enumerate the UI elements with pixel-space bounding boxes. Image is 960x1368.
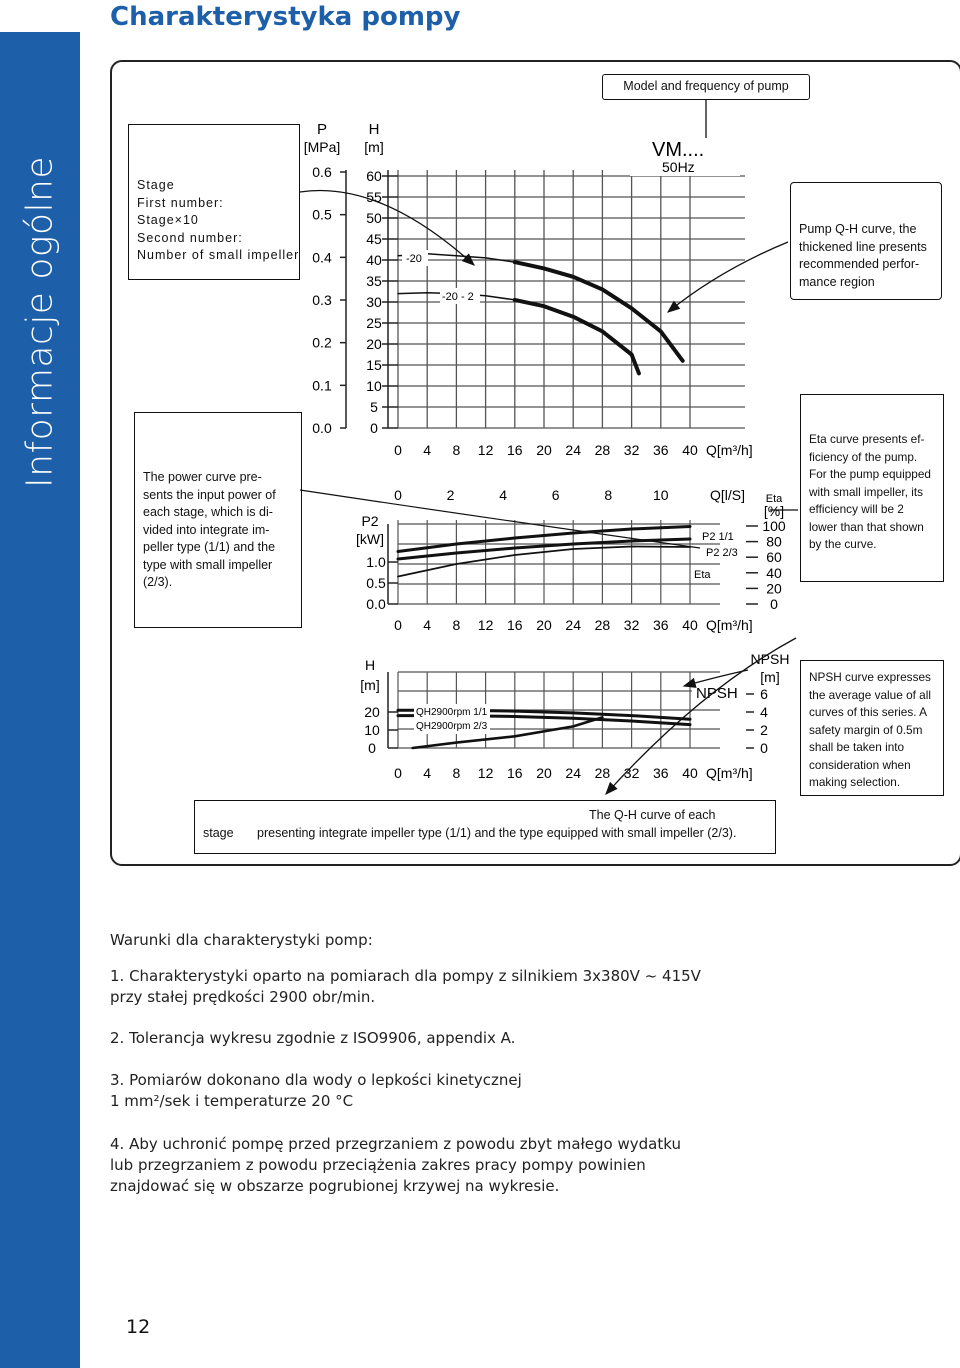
p2-axis-unit: [kW] — [356, 531, 384, 547]
npsh-tick-label: 0 — [760, 740, 768, 756]
eta-box-line: by the curve. — [809, 537, 877, 551]
power-box-line: vided into integrate im- — [143, 522, 270, 537]
bottom-box-stage-word: stage — [203, 825, 234, 840]
q-tick-label: 36 — [653, 442, 669, 458]
pump-frequency: 50Hz — [662, 159, 695, 175]
npsh-axis-label: NPSH — [750, 651, 790, 667]
p-tick-label: 0.6 — [312, 164, 332, 180]
npsh-h-tick-label: 0 — [368, 740, 376, 756]
npsh-box-line: the average value of all — [809, 687, 931, 702]
power-box-line: type with small impeller — [143, 557, 273, 572]
condition-1a: 1. Charakterystyki oparto na pomiarach dla pompy z silnikiem 3x380V ~ 415V — [110, 967, 701, 985]
eta-box-line: lower than that shown — [809, 519, 924, 534]
q-tick-label: 20 — [536, 765, 552, 781]
qls-tick-label: 4 — [499, 487, 508, 503]
npsh-axis-unit: [m] — [760, 669, 780, 685]
q-axis-label: Q[m³/h] — [706, 442, 753, 458]
q-tick-label: 36 — [653, 617, 669, 633]
stage-box-line: Number of small impeller — [137, 248, 300, 262]
npsh-tick-label: 2 — [760, 722, 768, 738]
qh-series-label: -20 — [406, 253, 422, 265]
q-tick-label: 40 — [682, 765, 698, 781]
q-tick-label: 4 — [423, 442, 432, 458]
npsh-tick-label: 4 — [760, 704, 768, 720]
npsh-box-line: NPSH curve expresses — [809, 670, 931, 684]
npsh-h-axis-unit: [m] — [360, 677, 380, 693]
q-tick-label: 28 — [594, 442, 611, 458]
qls-tick-label: 6 — [551, 487, 560, 503]
q-tick-label: 20 — [536, 442, 552, 458]
power-box-line: (2/3). — [143, 575, 173, 589]
p2-tick-label: 1.0 — [366, 554, 386, 570]
q-axis-label: Q[m³/h] — [706, 765, 753, 781]
qh-curve-recommended — [515, 300, 639, 374]
qh-box-line: thickened line presents — [799, 239, 927, 254]
eta-axis-label: Eta — [765, 493, 783, 505]
q-tick-label: 36 — [653, 765, 669, 781]
h-tick-label: 5 — [370, 399, 378, 415]
q-tick-label: 8 — [452, 617, 461, 633]
h-axis-unit: [m] — [364, 139, 384, 155]
p-axis-label: P — [316, 121, 328, 138]
h-tick-label: 50 — [366, 210, 382, 226]
p2-series-label: Eta — [694, 569, 711, 581]
qh-box-line: Pump Q-H curve, the — [799, 222, 917, 236]
q-tick-label: 4 — [423, 765, 432, 781]
q-tick-label: 12 — [477, 617, 494, 633]
p2-series-label: P2 1/1 — [702, 531, 734, 543]
qh-curve-recommended — [515, 262, 683, 361]
q-axis-label: Q[m³/h] — [706, 617, 753, 633]
q-tick-label: 32 — [623, 617, 640, 633]
h-tick-label: 35 — [366, 273, 382, 289]
p-tick-label: 0.0 — [312, 420, 332, 436]
npsh-box-line: safety margin of 0.5m — [809, 722, 923, 737]
p2-axis-label: P2 — [361, 513, 379, 529]
q-tick-label: 24 — [565, 617, 581, 633]
q-tick-label: 0 — [394, 765, 402, 781]
h-tick-label: 0 — [370, 420, 378, 436]
h-tick-label: 40 — [366, 252, 382, 268]
npsh-h-axis-label: H — [364, 657, 376, 673]
model-box-label: Model and frequency of pump — [623, 79, 789, 93]
eta-tick-label: 40 — [766, 564, 782, 581]
eta-tick-label: 60 — [766, 549, 782, 566]
eta-box-line: ficiency of the pump. — [809, 449, 918, 464]
h-tick-label: 30 — [366, 294, 382, 310]
q-tick-label: 8 — [452, 442, 461, 458]
page-title: Charakterystyka pompy — [110, 2, 461, 32]
sidebar-label: Informacje ogólne — [19, 156, 61, 488]
p-tick-label: 0.2 — [312, 334, 332, 351]
q-tick-label: 24 — [565, 442, 581, 458]
h-tick-label: 20 — [366, 336, 382, 352]
eta-tick-label: 100 — [762, 518, 786, 534]
eta-tick-label: 0 — [770, 596, 778, 612]
h-tick-label: 60 — [366, 168, 382, 184]
power-box-line: sents the input power of — [143, 487, 276, 502]
condition-3b: 1 mm²/sek i temperaturze 20 °C — [110, 1092, 354, 1110]
stage-box-line: Second number: — [137, 230, 243, 245]
q-tick-label: 40 — [682, 617, 698, 633]
qls-tick-label: 10 — [653, 487, 669, 503]
p2-tick-label: 0.5 — [366, 575, 386, 591]
q-tick-label: 4 — [423, 617, 432, 633]
eta-box-line: For the pump equipped — [809, 467, 931, 481]
q-tick-label: 16 — [507, 442, 523, 458]
qh2900-series-label: QH2900rpm 2/3 — [416, 721, 488, 732]
q-tick-label: 16 — [507, 765, 523, 781]
qh-box-line: recommended perfor- — [799, 257, 920, 271]
eta-box-line: with small impeller, its — [809, 484, 924, 499]
condition-1b: przy stałej prędkości 2900 obr/min. — [110, 988, 376, 1006]
q-tick-label: 8 — [452, 765, 461, 781]
q-tick-label: 0 — [394, 617, 402, 633]
condition-4a: 4. Aby uchronić pompę przed przegrzaniem z powodu zbyt małego wydatku — [110, 1135, 681, 1153]
eta-box-line: efficiency will be 2 — [809, 502, 904, 516]
q-tick-label: 28 — [594, 617, 611, 633]
qh-box-line: mance region — [799, 274, 875, 289]
stage-box-line: Stage — [137, 178, 175, 192]
p-tick-label: 0.1 — [312, 377, 332, 394]
p-tick-label: 0.3 — [312, 292, 332, 308]
p-tick-label: 0.4 — [312, 249, 332, 266]
conditions-heading: Warunki dla charakterystyki pomp: — [110, 931, 373, 949]
npsh-tick-label: 6 — [760, 686, 768, 702]
q-tick-label: 20 — [536, 617, 552, 633]
eta-axis-unit: [%] — [763, 503, 785, 519]
q-tick-label: 32 — [623, 765, 640, 781]
q-tick-label: 16 — [507, 617, 523, 633]
p2-series-label: P2 2/3 — [706, 547, 738, 559]
p-tick-label: 0.5 — [312, 206, 332, 223]
power-box-line: The power curve pre- — [143, 470, 262, 484]
eta-tick-label: 20 — [766, 580, 782, 597]
q-tick-label: 0 — [394, 442, 402, 458]
qls-tick-label: 0 — [394, 487, 402, 503]
condition-4b: lub przegrzaniem z powodu przeciążenia zakres pracy pompy powinien — [110, 1156, 646, 1174]
condition-2: 2. Tolerancja wykresu zgodnie z ISO9906, appendix A. — [110, 1029, 516, 1047]
h-tick-label: 55 — [366, 189, 382, 205]
q-tick-label: 12 — [477, 442, 494, 458]
q-tick-label: 24 — [565, 765, 581, 781]
npsh-series-label: NPSH — [696, 685, 738, 702]
p-axis-unit: [MPa] — [303, 139, 341, 155]
h-tick-label: 10 — [366, 378, 382, 394]
qh2900-series-label: QH2900rpm 1/1 — [416, 707, 488, 718]
q-tick-label: 28 — [594, 765, 611, 781]
condition-4c: znajdować się w obszarze pogrubionej krzywej na wykresie. — [110, 1177, 560, 1195]
q-tick-label: 12 — [477, 765, 494, 781]
h-tick-label: 45 — [366, 231, 382, 247]
condition-3a: 3. Pomiarów dokonano dla wody o lepkości kinetycznej — [110, 1071, 522, 1089]
eta-box-line: Eta curve presents ef- — [809, 432, 925, 446]
stage-box-line: First number: — [137, 195, 224, 210]
eta-tick-label: 80 — [766, 533, 782, 550]
bottom-box-line1: The Q-H curve of each — [589, 808, 716, 822]
power-box-line: peller type (1/1) and the — [143, 540, 276, 554]
npsh-h-tick-label: 20 — [364, 704, 380, 720]
h-tick-label: 25 — [366, 315, 382, 331]
qls-tick-label: 8 — [604, 487, 613, 503]
npsh-box-line: consideration when — [809, 757, 911, 772]
bottom-box-line2-text: presenting integrate impeller type (1/1) and the type equipped with small impeller (2/3). — [257, 825, 737, 840]
pump-model: VM.... — [652, 139, 705, 161]
qls-axis-label: Q[l/S] — [710, 487, 746, 503]
qh-series-label: -20 - 2 — [442, 291, 474, 303]
p2-tick-label: 0.0 — [366, 596, 386, 612]
stage-box-line: Stage×10 — [137, 213, 199, 227]
npsh-box-line: making selection. — [809, 775, 901, 789]
h-axis-label: H — [368, 121, 380, 138]
qls-tick-label: 2 — [446, 487, 455, 503]
page-number: 12 — [126, 1316, 151, 1338]
q-tick-label: 40 — [682, 442, 698, 458]
h-tick-label: 15 — [366, 357, 382, 373]
npsh-box-line: shall be taken into — [809, 740, 905, 754]
q-tick-label: 32 — [623, 442, 640, 458]
npsh-h-tick-label: 10 — [364, 722, 380, 738]
npsh-box-line: curves of this series. A — [809, 705, 928, 719]
power-box-line: each stage, which is di- — [143, 505, 273, 519]
